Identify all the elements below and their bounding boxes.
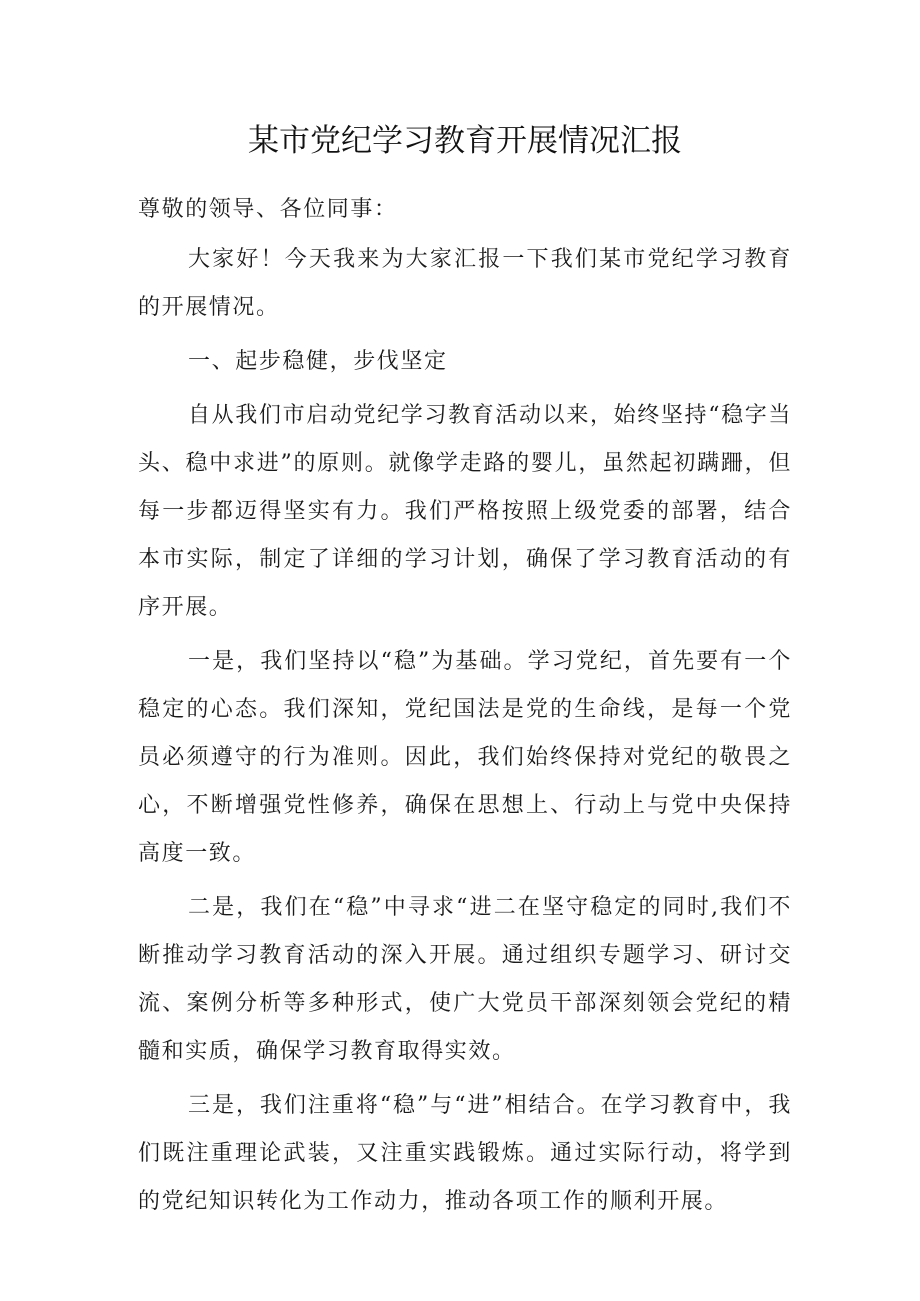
paragraph-greeting: 大家好！今天我来为大家汇报一下我们某市党纪学习教育的开展情况。 [138, 247, 792, 320]
paragraph-intro: 自从我们市启动党纪学习教育活动以来，始终坚持“稳字当头、稳中求进”的原则。就像学走路的婴儿，虽然起初蹒跚，但每一步都迈得坚实有力。我们严格按照上级党委的部署，结合本市实际，制定了详细的学习计划，确保了学习教育活动的有序开展。 [138, 403, 792, 620]
paragraph-point-3: 三是，我们注重将“稳”与“进”相结合。在学习教育中，我们既注重理论武装，又注重实践锻炼。通过实际行动，将学到的党纪知识转化为工作动力，推动各项工作的顺利开展。 [138, 1093, 792, 1214]
salutation: 尊敬的领导、各位同事： [138, 197, 398, 222]
paragraph-point-2: 二是，我们在“稳”中寻求“进二在坚守稳定的同时,我们不断推动学习教育活动的深入开展。通过组织专题学习、研讨交流、案例分析等多种形式，使广大党员干部深刻领会党纪的精髓和实质，确保学习教育取得实效。 [138, 895, 792, 1064]
section-heading-1: 一、起步稳健，步伐坚定 [188, 349, 448, 374]
document-title: 某市党纪学习教育开展情况汇报 [248, 123, 682, 159]
paragraph-point-1: 一是，我们坚持以“稳”为基础。学习党纪，首先要有一个稳定的心态。我们深知，党纪国法是党的生命线，是每一个党员必须遵守的行为准则。因此，我们始终保持对党纪的敬畏之心，不断增强党性修养，确保在思想上、行动上与党中央保持高度一致。 [138, 649, 792, 866]
